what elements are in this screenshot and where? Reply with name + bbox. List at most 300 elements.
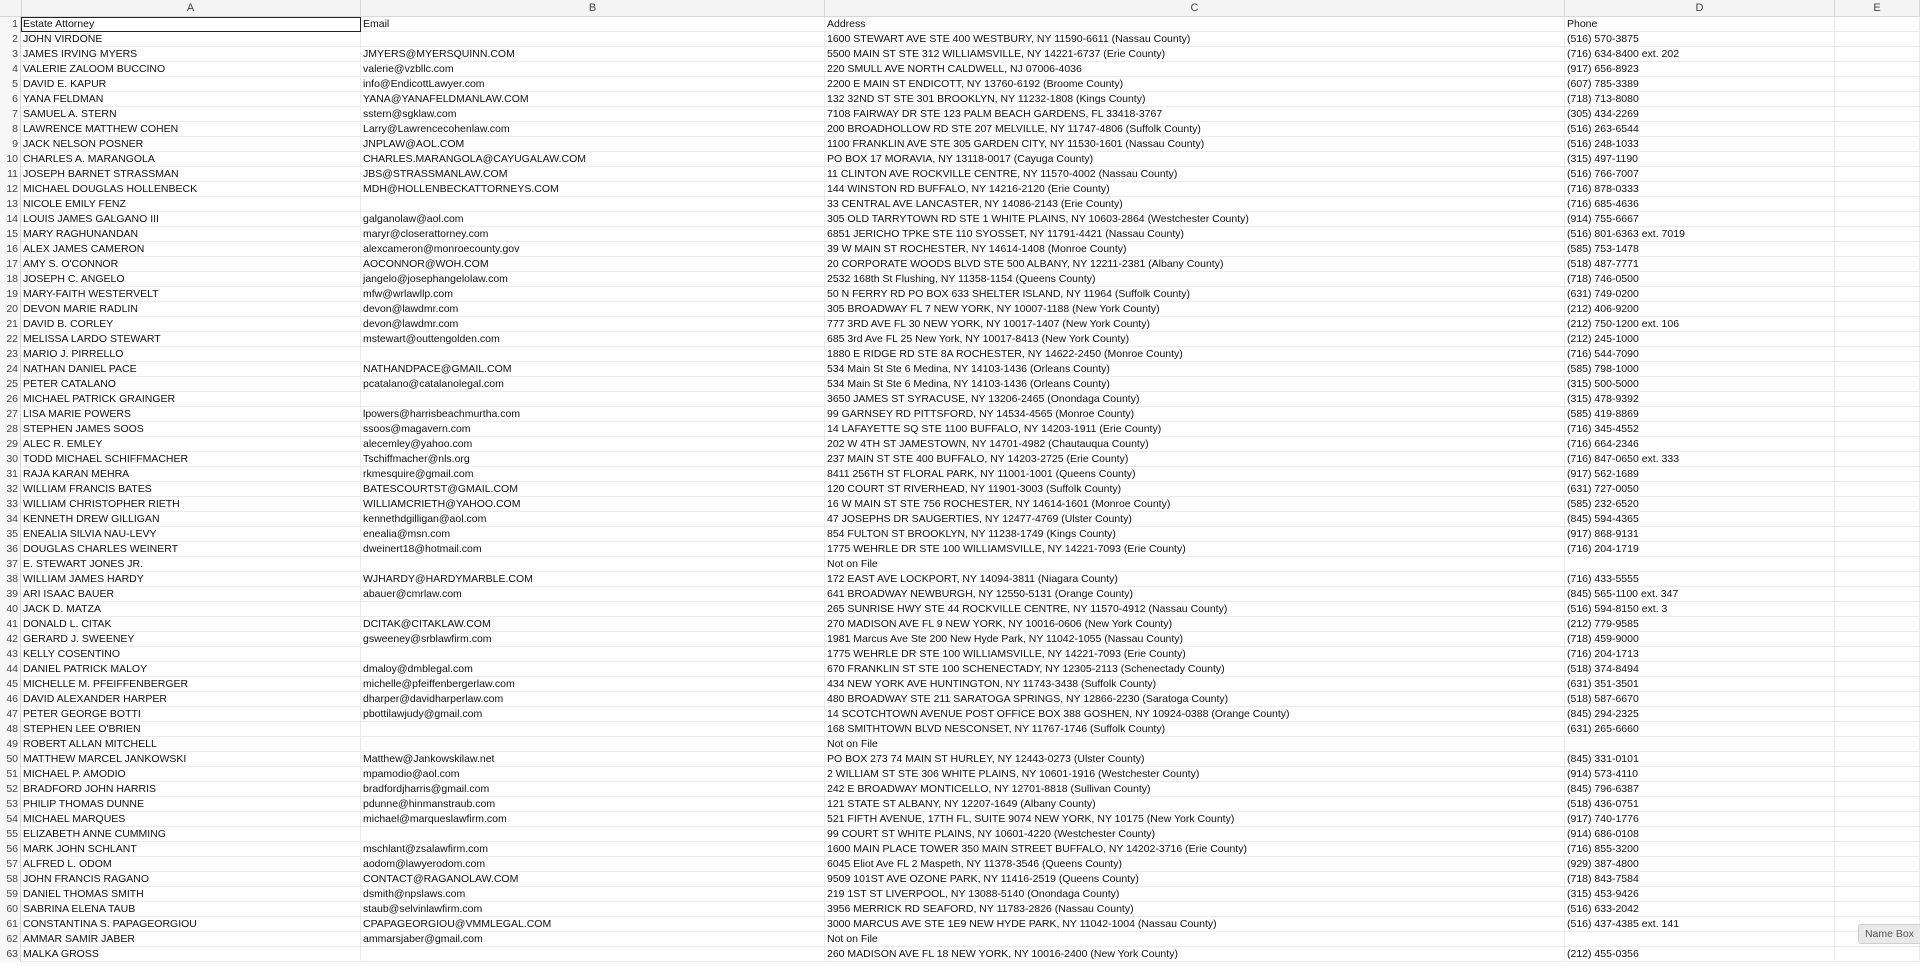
phone-cell[interactable]: (845) 594-4365	[1565, 512, 1835, 527]
row-number[interactable]: 58	[0, 872, 21, 887]
email-cell[interactable]: valerie@vzbllc.com	[361, 62, 825, 77]
address-cell[interactable]: 305 BROADWAY FL 7 NEW YORK, NY 10007-1188 (New York County)	[825, 302, 1565, 317]
phone-cell[interactable]: (718) 459-9000	[1565, 632, 1835, 647]
empty-cell[interactable]	[1835, 527, 1920, 542]
name-cell[interactable]: BRADFORD JOHN HARRIS	[21, 782, 361, 797]
email-cell[interactable]: michael@marqueslawfirm.com	[361, 812, 825, 827]
row-number[interactable]: 1	[0, 17, 21, 32]
email-cell[interactable]	[361, 722, 825, 737]
empty-cell[interactable]	[1835, 167, 1920, 182]
email-cell[interactable]: BATESCOURTST@GMAIL.COM	[361, 482, 825, 497]
empty-cell[interactable]	[1835, 122, 1920, 137]
empty-cell[interactable]	[1835, 857, 1920, 872]
address-cell[interactable]: Not on File	[825, 557, 1565, 572]
email-cell[interactable]: dmaloy@dmblegal.com	[361, 662, 825, 677]
phone-cell[interactable]: (631) 265-6660	[1565, 722, 1835, 737]
phone-cell[interactable]: (212) 750-1200 ext. 106	[1565, 317, 1835, 332]
row-number[interactable]: 11	[0, 167, 21, 182]
address-cell[interactable]: 3956 MERRICK RD SEAFORD, NY 11783-2826 (Nassau County)	[825, 902, 1565, 917]
empty-cell[interactable]	[1835, 752, 1920, 767]
row-number[interactable]: 19	[0, 287, 21, 302]
name-cell[interactable]: CHARLES A. MARANGOLA	[21, 152, 361, 167]
phone-cell[interactable]: (718) 713-8080	[1565, 92, 1835, 107]
address-cell[interactable]: 1100 FRANKLIN AVE STE 305 GARDEN CITY, NY 11530-1601 (Nassau County)	[825, 137, 1565, 152]
name-cell[interactable]: WILLIAM JAMES HARDY	[21, 572, 361, 587]
address-cell[interactable]: 11 CLINTON AVE ROCKVILLE CENTRE, NY 11570-4002 (Nassau County)	[825, 167, 1565, 182]
email-cell[interactable]: maryr@closerattorney.com	[361, 227, 825, 242]
row-number[interactable]: 55	[0, 827, 21, 842]
row-number[interactable]: 5	[0, 77, 21, 92]
phone-cell[interactable]	[1565, 557, 1835, 572]
phone-cell[interactable]	[1565, 932, 1835, 947]
address-cell[interactable]: PO BOX 17 MORAVIA, NY 13118-0017 (Cayuga County)	[825, 152, 1565, 167]
phone-cell[interactable]: (516) 594-8150 ext. 3	[1565, 602, 1835, 617]
email-cell[interactable]: CPAPAGEORGIOU@VMMLEGAL.COM	[361, 917, 825, 932]
phone-cell[interactable]: (845) 796-6387	[1565, 782, 1835, 797]
row-number[interactable]: 27	[0, 407, 21, 422]
empty-cell[interactable]	[1835, 272, 1920, 287]
phone-cell[interactable]: (716) 685-4636	[1565, 197, 1835, 212]
row-number[interactable]: 59	[0, 887, 21, 902]
email-cell[interactable]: bradfordjharris@gmail.com	[361, 782, 825, 797]
address-cell[interactable]: 168 SMITHTOWN BLVD NESCONSET, NY 11767-1746 (Suffolk County)	[825, 722, 1565, 737]
phone-cell[interactable]: (631) 351-3501	[1565, 677, 1835, 692]
address-cell[interactable]: 534 Main St Ste 6 Medina, NY 14103-1436 (Orleans County)	[825, 377, 1565, 392]
email-cell[interactable]: enealia@msn.com	[361, 527, 825, 542]
row-number[interactable]: 30	[0, 452, 21, 467]
email-cell[interactable]	[361, 557, 825, 572]
phone-cell[interactable]: (315) 497-1190	[1565, 152, 1835, 167]
email-cell[interactable]: Email	[361, 17, 825, 32]
empty-cell[interactable]	[1835, 587, 1920, 602]
row-number[interactable]: 4	[0, 62, 21, 77]
address-cell[interactable]: 132 32ND ST STE 301 BROOKLYN, NY 11232-1808 (Kings County)	[825, 92, 1565, 107]
name-cell[interactable]: MARK JOHN SCHLANT	[21, 842, 361, 857]
phone-cell[interactable]: (914) 755-6667	[1565, 212, 1835, 227]
empty-cell[interactable]	[1835, 392, 1920, 407]
name-cell[interactable]: ARI ISAAC BAUER	[21, 587, 361, 602]
email-cell[interactable]: WILLIAMCRIETH@YAHOO.COM	[361, 497, 825, 512]
name-cell[interactable]: DAVID B. CORLEY	[21, 317, 361, 332]
email-cell[interactable]: mpamodio@aol.com	[361, 767, 825, 782]
phone-cell[interactable]: (716) 878-0333	[1565, 182, 1835, 197]
empty-cell[interactable]	[1835, 332, 1920, 347]
name-cell[interactable]: PHILIP THOMAS DUNNE	[21, 797, 361, 812]
name-cell[interactable]: ROBERT ALLAN MITCHELL	[21, 737, 361, 752]
email-cell[interactable]: JMYERS@MYERSQUINN.COM	[361, 47, 825, 62]
address-cell[interactable]: PO BOX 273 74 MAIN ST HURLEY, NY 12443-0273 (Ulster County)	[825, 752, 1565, 767]
phone-cell[interactable]: (718) 746-0500	[1565, 272, 1835, 287]
name-cell[interactable]: KENNETH DREW GILLIGAN	[21, 512, 361, 527]
row-number[interactable]: 29	[0, 437, 21, 452]
address-cell[interactable]: 1880 E RIDGE RD STE 8A ROCHESTER, NY 14622-2450 (Monroe County)	[825, 347, 1565, 362]
name-cell[interactable]: TODD MICHAEL SCHIFFMACHER	[21, 452, 361, 467]
empty-cell[interactable]	[1835, 692, 1920, 707]
empty-cell[interactable]	[1835, 677, 1920, 692]
row-number[interactable]: 34	[0, 512, 21, 527]
address-cell[interactable]: 2 WILLIAM ST STE 306 WHITE PLAINS, NY 10601-1916 (Westchester County)	[825, 767, 1565, 782]
name-cell[interactable]: AMY S. O'CONNOR	[21, 257, 361, 272]
phone-cell[interactable]: (516) 248-1033	[1565, 137, 1835, 152]
row-number[interactable]: 49	[0, 737, 21, 752]
name-cell[interactable]: JACK D. MATZA	[21, 602, 361, 617]
row-number[interactable]: 44	[0, 662, 21, 677]
email-cell[interactable]	[361, 347, 825, 362]
row-number[interactable]: 54	[0, 812, 21, 827]
row-number[interactable]: 3	[0, 47, 21, 62]
name-cell[interactable]: DAVID E. KAPUR	[21, 77, 361, 92]
phone-cell[interactable]: (917) 656-8923	[1565, 62, 1835, 77]
empty-cell[interactable]	[1835, 617, 1920, 632]
name-cell[interactable]: KELLY COSENTINO	[21, 647, 361, 662]
email-cell[interactable]: ssoos@magavern.com	[361, 422, 825, 437]
address-cell[interactable]: 2200 E MAIN ST ENDICOTT, NY 13760-6192 (Broome County)	[825, 77, 1565, 92]
phone-cell[interactable]: (315) 478-9392	[1565, 392, 1835, 407]
row-number[interactable]: 45	[0, 677, 21, 692]
row-number[interactable]: 61	[0, 917, 21, 932]
address-cell[interactable]: 1775 WEHRLE DR STE 100 WILLIAMSVILLE, NY 14221-7093 (Erie County)	[825, 647, 1565, 662]
address-cell[interactable]: 120 COURT ST RIVERHEAD, NY 11901-3003 (Suffolk County)	[825, 482, 1565, 497]
name-cell[interactable]: MARY-FAITH WESTERVELT	[21, 287, 361, 302]
empty-cell[interactable]	[1835, 797, 1920, 812]
phone-cell[interactable]: (516) 570-3875	[1565, 32, 1835, 47]
phone-cell[interactable]: (516) 437-4385 ext. 141	[1565, 917, 1835, 932]
empty-cell[interactable]	[1835, 512, 1920, 527]
email-cell[interactable]: pdunne@hinmanstraub.com	[361, 797, 825, 812]
email-cell[interactable]: gsweeney@srblawfirm.com	[361, 632, 825, 647]
row-number[interactable]: 37	[0, 557, 21, 572]
name-cell[interactable]: JOSEPH C. ANGELO	[21, 272, 361, 287]
email-cell[interactable]: abauer@cmrlaw.com	[361, 587, 825, 602]
address-cell[interactable]: 8411 256TH ST FLORAL PARK, NY 11001-1001 (Queens County)	[825, 467, 1565, 482]
phone-cell[interactable]: (212) 779-9585	[1565, 617, 1835, 632]
row-number[interactable]: 9	[0, 137, 21, 152]
column-header-e[interactable]: E	[1835, 0, 1920, 16]
email-cell[interactable]: devon@lawdmr.com	[361, 302, 825, 317]
email-cell[interactable]: dweinert18@hotmail.com	[361, 542, 825, 557]
name-cell[interactable]: PETER CATALANO	[21, 377, 361, 392]
phone-cell[interactable]: (585) 232-6520	[1565, 497, 1835, 512]
email-cell[interactable]: mschlant@zsalawfirm.com	[361, 842, 825, 857]
name-cell[interactable]: WILLIAM CHRISTOPHER RIETH	[21, 497, 361, 512]
empty-cell[interactable]	[1835, 347, 1920, 362]
phone-cell[interactable]: (631) 727-0050	[1565, 482, 1835, 497]
address-cell[interactable]: 534 Main St Ste 6 Medina, NY 14103-1436 (Orleans County)	[825, 362, 1565, 377]
phone-cell[interactable]: (518) 587-6670	[1565, 692, 1835, 707]
phone-cell[interactable]: (518) 374-8494	[1565, 662, 1835, 677]
empty-cell[interactable]	[1835, 422, 1920, 437]
name-cell[interactable]: DEVON MARIE RADLIN	[21, 302, 361, 317]
phone-cell[interactable]: (929) 387-4800	[1565, 857, 1835, 872]
name-cell[interactable]: NICOLE EMILY FENZ	[21, 197, 361, 212]
phone-cell[interactable]: (914) 686-0108	[1565, 827, 1835, 842]
name-cell[interactable]: SAMUEL A. STERN	[21, 107, 361, 122]
row-number[interactable]: 15	[0, 227, 21, 242]
email-cell[interactable]: NATHANDPACE@GMAIL.COM	[361, 362, 825, 377]
address-cell[interactable]: 219 1ST ST LIVERPOOL, NY 13088-5140 (Onondaga County)	[825, 887, 1565, 902]
email-cell[interactable]: galganolaw@aol.com	[361, 212, 825, 227]
address-cell[interactable]: 47 JOSEPHS DR SAUGERTIES, NY 12477-4769 (Ulster County)	[825, 512, 1565, 527]
phone-cell[interactable]: (716) 204-1713	[1565, 647, 1835, 662]
row-number[interactable]: 28	[0, 422, 21, 437]
name-cell[interactable]: MICHAEL P. AMODIO	[21, 767, 361, 782]
address-cell[interactable]: 99 GARNSEY RD PITTSFORD, NY 14534-4565 (Monroe County)	[825, 407, 1565, 422]
empty-cell[interactable]	[1835, 257, 1920, 272]
empty-cell[interactable]	[1835, 902, 1920, 917]
name-cell[interactable]: MICHAEL PATRICK GRAINGER	[21, 392, 361, 407]
phone-cell[interactable]	[1565, 737, 1835, 752]
phone-cell[interactable]: (585) 419-8869	[1565, 407, 1835, 422]
phone-cell[interactable]: (716) 204-1719	[1565, 542, 1835, 557]
address-cell[interactable]: 5500 MAIN ST STE 312 WILLIAMSVILLE, NY 14221-6737 (Erie County)	[825, 47, 1565, 62]
empty-cell[interactable]	[1835, 947, 1920, 962]
name-cell[interactable]: Estate Attorney	[21, 17, 361, 32]
address-cell[interactable]: 33 CENTRAL AVE LANCASTER, NY 14086-2143 (Erie County)	[825, 197, 1565, 212]
row-number[interactable]: 23	[0, 347, 21, 362]
email-cell[interactable]	[361, 947, 825, 962]
empty-cell[interactable]	[1835, 572, 1920, 587]
name-cell[interactable]: SABRINA ELENA TAUB	[21, 902, 361, 917]
name-cell[interactable]: YANA FELDMAN	[21, 92, 361, 107]
phone-cell[interactable]: (917) 740-1776	[1565, 812, 1835, 827]
empty-cell[interactable]	[1835, 377, 1920, 392]
name-cell[interactable]: AMMAR SAMIR JABER	[21, 932, 361, 947]
name-cell[interactable]: MICHAEL MARQUES	[21, 812, 361, 827]
empty-cell[interactable]	[1835, 542, 1920, 557]
email-cell[interactable]	[361, 197, 825, 212]
row-number[interactable]: 48	[0, 722, 21, 737]
phone-cell[interactable]: (716) 544-7090	[1565, 347, 1835, 362]
row-number[interactable]: 10	[0, 152, 21, 167]
address-cell[interactable]: 3000 MARCUS AVE STE 1E9 NEW HYDE PARK, NY 11042-1004 (Nassau County)	[825, 917, 1565, 932]
address-cell[interactable]: 1775 WEHRLE DR STE 100 WILLIAMSVILLE, NY 14221-7093 (Erie County)	[825, 542, 1565, 557]
empty-cell[interactable]	[1835, 647, 1920, 662]
address-cell[interactable]: 121 STATE ST ALBANY, NY 12207-1649 (Albany County)	[825, 797, 1565, 812]
row-number[interactable]: 14	[0, 212, 21, 227]
name-cell[interactable]: MICHELLE M. PFEIFFENBERGER	[21, 677, 361, 692]
address-cell[interactable]: 265 SUNRISE HWY STE 44 ROCKVILLE CENTRE, NY 11570-4912 (Nassau County)	[825, 602, 1565, 617]
address-cell[interactable]: 1981 Marcus Ave Ste 200 New Hyde Park, NY 11042-1055 (Nassau County)	[825, 632, 1565, 647]
empty-cell[interactable]	[1835, 452, 1920, 467]
empty-cell[interactable]	[1835, 557, 1920, 572]
empty-cell[interactable]	[1835, 662, 1920, 677]
address-cell[interactable]: 685 3rd Ave FL 25 New York, NY 10017-8413 (New York County)	[825, 332, 1565, 347]
phone-cell[interactable]: (718) 843-7584	[1565, 872, 1835, 887]
row-number[interactable]: 32	[0, 482, 21, 497]
empty-cell[interactable]	[1835, 767, 1920, 782]
name-cell[interactable]: JAMES IRVING MYERS	[21, 47, 361, 62]
email-cell[interactable]: aodom@lawyerodom.com	[361, 857, 825, 872]
email-cell[interactable]: michelle@pfeiffenbergerlaw.com	[361, 677, 825, 692]
phone-cell[interactable]: (585) 798-1000	[1565, 362, 1835, 377]
address-cell[interactable]: 670 FRANKLIN ST STE 100 SCHENECTADY, NY 12305-2113 (Schenectady County)	[825, 662, 1565, 677]
empty-cell[interactable]	[1835, 92, 1920, 107]
phone-cell[interactable]: (212) 455-0356	[1565, 947, 1835, 962]
name-cell[interactable]: CONSTANTINA S. PAPAGEORGIOU	[21, 917, 361, 932]
email-cell[interactable]: mfw@wrlawllp.com	[361, 287, 825, 302]
name-cell[interactable]: LAWRENCE MATTHEW COHEN	[21, 122, 361, 137]
row-number[interactable]: 33	[0, 497, 21, 512]
row-number[interactable]: 47	[0, 707, 21, 722]
column-header-b[interactable]: B	[361, 0, 825, 16]
address-cell[interactable]: Not on File	[825, 932, 1565, 947]
row-number[interactable]: 6	[0, 92, 21, 107]
empty-cell[interactable]	[1835, 17, 1920, 32]
address-cell[interactable]: 641 BROADWAY NEWBURGH, NY 12550-5131 (Orange County)	[825, 587, 1565, 602]
select-all-corner[interactable]	[0, 0, 22, 16]
name-cell[interactable]: MARY RAGHUNANDAN	[21, 227, 361, 242]
row-number[interactable]: 53	[0, 797, 21, 812]
name-cell[interactable]: VALERIE ZALOOM BUCCINO	[21, 62, 361, 77]
address-cell[interactable]: 854 FULTON ST BROOKLYN, NY 11238-1749 (Kings County)	[825, 527, 1565, 542]
phone-cell[interactable]: (516) 633-2042	[1565, 902, 1835, 917]
email-cell[interactable]	[361, 647, 825, 662]
empty-cell[interactable]	[1835, 782, 1920, 797]
phone-cell[interactable]: (516) 766-7007	[1565, 167, 1835, 182]
column-header-c[interactable]: C	[825, 0, 1565, 16]
name-cell[interactable]: ENEALIA SILVIA NAU-LEVY	[21, 527, 361, 542]
row-number[interactable]: 52	[0, 782, 21, 797]
address-cell[interactable]: 1600 MAIN PLACE TOWER 350 MAIN STREET BUFFALO, NY 14202-3716 (Erie County)	[825, 842, 1565, 857]
empty-cell[interactable]	[1835, 602, 1920, 617]
empty-cell[interactable]	[1835, 107, 1920, 122]
name-cell[interactable]: STEPHEN LEE O'BRIEN	[21, 722, 361, 737]
row-number[interactable]: 60	[0, 902, 21, 917]
row-number[interactable]: 40	[0, 602, 21, 617]
email-cell[interactable]: CHARLES.MARANGOLA@CAYUGALAW.COM	[361, 152, 825, 167]
name-cell[interactable]: ALEC R. EMLEY	[21, 437, 361, 452]
address-cell[interactable]: Address	[825, 17, 1565, 32]
name-cell[interactable]: STEPHEN JAMES SOOS	[21, 422, 361, 437]
email-cell[interactable]: dsmith@npslaws.com	[361, 887, 825, 902]
name-cell[interactable]: JOSEPH BARNET STRASSMAN	[21, 167, 361, 182]
address-cell[interactable]: 260 MADISON AVE FL 18 NEW YORK, NY 10016-2400 (New York County)	[825, 947, 1565, 962]
name-cell[interactable]: MELISSA LARDO STEWART	[21, 332, 361, 347]
empty-cell[interactable]	[1835, 47, 1920, 62]
address-cell[interactable]: 50 N FERRY RD PO BOX 633 SHELTER ISLAND, NY 11964 (Suffolk County)	[825, 287, 1565, 302]
name-cell[interactable]: MATTHEW MARCEL JANKOWSKI	[21, 752, 361, 767]
phone-cell[interactable]: (917) 562-1689	[1565, 467, 1835, 482]
email-cell[interactable]: pbottilawjudy@gmail.com	[361, 707, 825, 722]
row-number[interactable]: 22	[0, 332, 21, 347]
empty-cell[interactable]	[1835, 467, 1920, 482]
empty-cell[interactable]	[1835, 872, 1920, 887]
name-cell[interactable]: MICHAEL DOUGLAS HOLLENBECK	[21, 182, 361, 197]
empty-cell[interactable]	[1835, 212, 1920, 227]
email-cell[interactable]	[361, 32, 825, 47]
address-cell[interactable]: 242 E BROADWAY MONTICELLO, NY 12701-8818 (Sullivan County)	[825, 782, 1565, 797]
row-number[interactable]: 20	[0, 302, 21, 317]
phone-cell[interactable]: (516) 263-6544	[1565, 122, 1835, 137]
email-cell[interactable]: mstewart@outtengolden.com	[361, 332, 825, 347]
empty-cell[interactable]	[1835, 707, 1920, 722]
address-cell[interactable]: 39 W MAIN ST ROCHESTER, NY 14614-1408 (Monroe County)	[825, 242, 1565, 257]
email-cell[interactable]: staub@selvinlawfirm.com	[361, 902, 825, 917]
empty-cell[interactable]	[1835, 482, 1920, 497]
phone-cell[interactable]: (716) 664-2346	[1565, 437, 1835, 452]
address-cell[interactable]: 200 BROADHOLLOW RD STE 207 MELVILLE, NY 11747-4806 (Suffolk County)	[825, 122, 1565, 137]
phone-cell[interactable]: (212) 245-1000	[1565, 332, 1835, 347]
row-number[interactable]: 39	[0, 587, 21, 602]
address-cell[interactable]: 305 OLD TARRYTOWN RD STE 1 WHITE PLAINS, NY 10603-2864 (Westchester County)	[825, 212, 1565, 227]
email-cell[interactable]	[361, 602, 825, 617]
address-cell[interactable]: 144 WINSTON RD BUFFALO, NY 14216-2120 (Erie County)	[825, 182, 1565, 197]
row-number[interactable]: 50	[0, 752, 21, 767]
phone-cell[interactable]: Phone	[1565, 17, 1835, 32]
column-header-d[interactable]: D	[1565, 0, 1835, 16]
name-cell[interactable]: MALKA GROSS	[21, 947, 361, 962]
row-number[interactable]: 26	[0, 392, 21, 407]
row-number[interactable]: 42	[0, 632, 21, 647]
address-cell[interactable]: 172 EAST AVE LOCKPORT, NY 14094-3811 (Niagara County)	[825, 572, 1565, 587]
phone-cell[interactable]: (631) 749-0200	[1565, 287, 1835, 302]
row-number[interactable]: 38	[0, 572, 21, 587]
address-cell[interactable]: 777 3RD AVE FL 30 NEW YORK, NY 10017-1407 (New York County)	[825, 317, 1565, 332]
email-cell[interactable]	[361, 827, 825, 842]
row-number[interactable]: 35	[0, 527, 21, 542]
email-cell[interactable]	[361, 737, 825, 752]
email-cell[interactable]: YANA@YANAFELDMANLAW.COM	[361, 92, 825, 107]
column-header-a[interactable]: A	[21, 0, 361, 16]
empty-cell[interactable]	[1835, 407, 1920, 422]
name-cell[interactable]: GERARD J. SWEENEY	[21, 632, 361, 647]
row-number[interactable]: 21	[0, 317, 21, 332]
address-cell[interactable]: 434 NEW YORK AVE HUNTINGTON, NY 11743-3438 (Suffolk County)	[825, 677, 1565, 692]
row-number[interactable]: 62	[0, 932, 21, 947]
row-number[interactable]: 57	[0, 857, 21, 872]
address-cell[interactable]: 237 MAIN ST STE 400 BUFFALO, NY 14203-2725 (Erie County)	[825, 452, 1565, 467]
empty-cell[interactable]	[1835, 887, 1920, 902]
address-cell[interactable]: 521 FIFTH AVENUE, 17TH FL, SUITE 9074 NEW YORK, NY 10175 (New York County)	[825, 812, 1565, 827]
row-number[interactable]: 43	[0, 647, 21, 662]
address-cell[interactable]: 16 W MAIN ST STE 756 ROCHESTER, NY 14614-1601 (Monroe County)	[825, 497, 1565, 512]
empty-cell[interactable]	[1835, 302, 1920, 317]
phone-cell[interactable]: (716) 345-4552	[1565, 422, 1835, 437]
address-cell[interactable]: 14 SCOTCHTOWN AVENUE POST OFFICE BOX 388 GOSHEN, NY 10924-0388 (Orange County)	[825, 707, 1565, 722]
address-cell[interactable]: 480 BROADWAY STE 211 SARATOGA SPRINGS, NY 12866-2230 (Saratoga County)	[825, 692, 1565, 707]
phone-cell[interactable]: (607) 785-3389	[1565, 77, 1835, 92]
empty-cell[interactable]	[1835, 317, 1920, 332]
address-cell[interactable]: 1600 STEWART AVE STE 400 WESTBURY, NY 11590-6611 (Nassau County)	[825, 32, 1565, 47]
empty-cell[interactable]	[1835, 32, 1920, 47]
empty-cell[interactable]	[1835, 137, 1920, 152]
row-number[interactable]: 18	[0, 272, 21, 287]
name-cell[interactable]: E. STEWART JONES JR.	[21, 557, 361, 572]
name-cell[interactable]: RAJA KARAN MEHRA	[21, 467, 361, 482]
email-cell[interactable]: MDH@HOLLENBECKATTORNEYS.COM	[361, 182, 825, 197]
empty-cell[interactable]	[1835, 62, 1920, 77]
email-cell[interactable]: kennethdgilligan@aol.com	[361, 512, 825, 527]
email-cell[interactable]: alecemley@yahoo.com	[361, 437, 825, 452]
name-cell[interactable]: ALFRED L. ODOM	[21, 857, 361, 872]
empty-cell[interactable]	[1835, 287, 1920, 302]
row-number[interactable]: 2	[0, 32, 21, 47]
name-cell[interactable]: DANIEL THOMAS SMITH	[21, 887, 361, 902]
address-cell[interactable]: 99 COURT ST WHITE PLAINS, NY 10601-4220 (Westchester County)	[825, 827, 1565, 842]
address-cell[interactable]: 9509 101ST AVE OZONE PARK, NY 11416-2519 (Queens County)	[825, 872, 1565, 887]
row-number[interactable]: 56	[0, 842, 21, 857]
row-number[interactable]: 13	[0, 197, 21, 212]
name-cell[interactable]: ELIZABETH ANNE CUMMING	[21, 827, 361, 842]
email-cell[interactable]: rkmesquire@gmail.com	[361, 467, 825, 482]
email-cell[interactable]: info@EndicottLawyer.com	[361, 77, 825, 92]
name-cell[interactable]: WILLIAM FRANCIS BATES	[21, 482, 361, 497]
email-cell[interactable]: jangelo@josephangelolaw.com	[361, 272, 825, 287]
email-cell[interactable]: Matthew@Jankowskilaw.net	[361, 752, 825, 767]
email-cell[interactable]: CONTACT@RAGANOLAW.COM	[361, 872, 825, 887]
empty-cell[interactable]	[1835, 242, 1920, 257]
address-cell[interactable]: Not on File	[825, 737, 1565, 752]
